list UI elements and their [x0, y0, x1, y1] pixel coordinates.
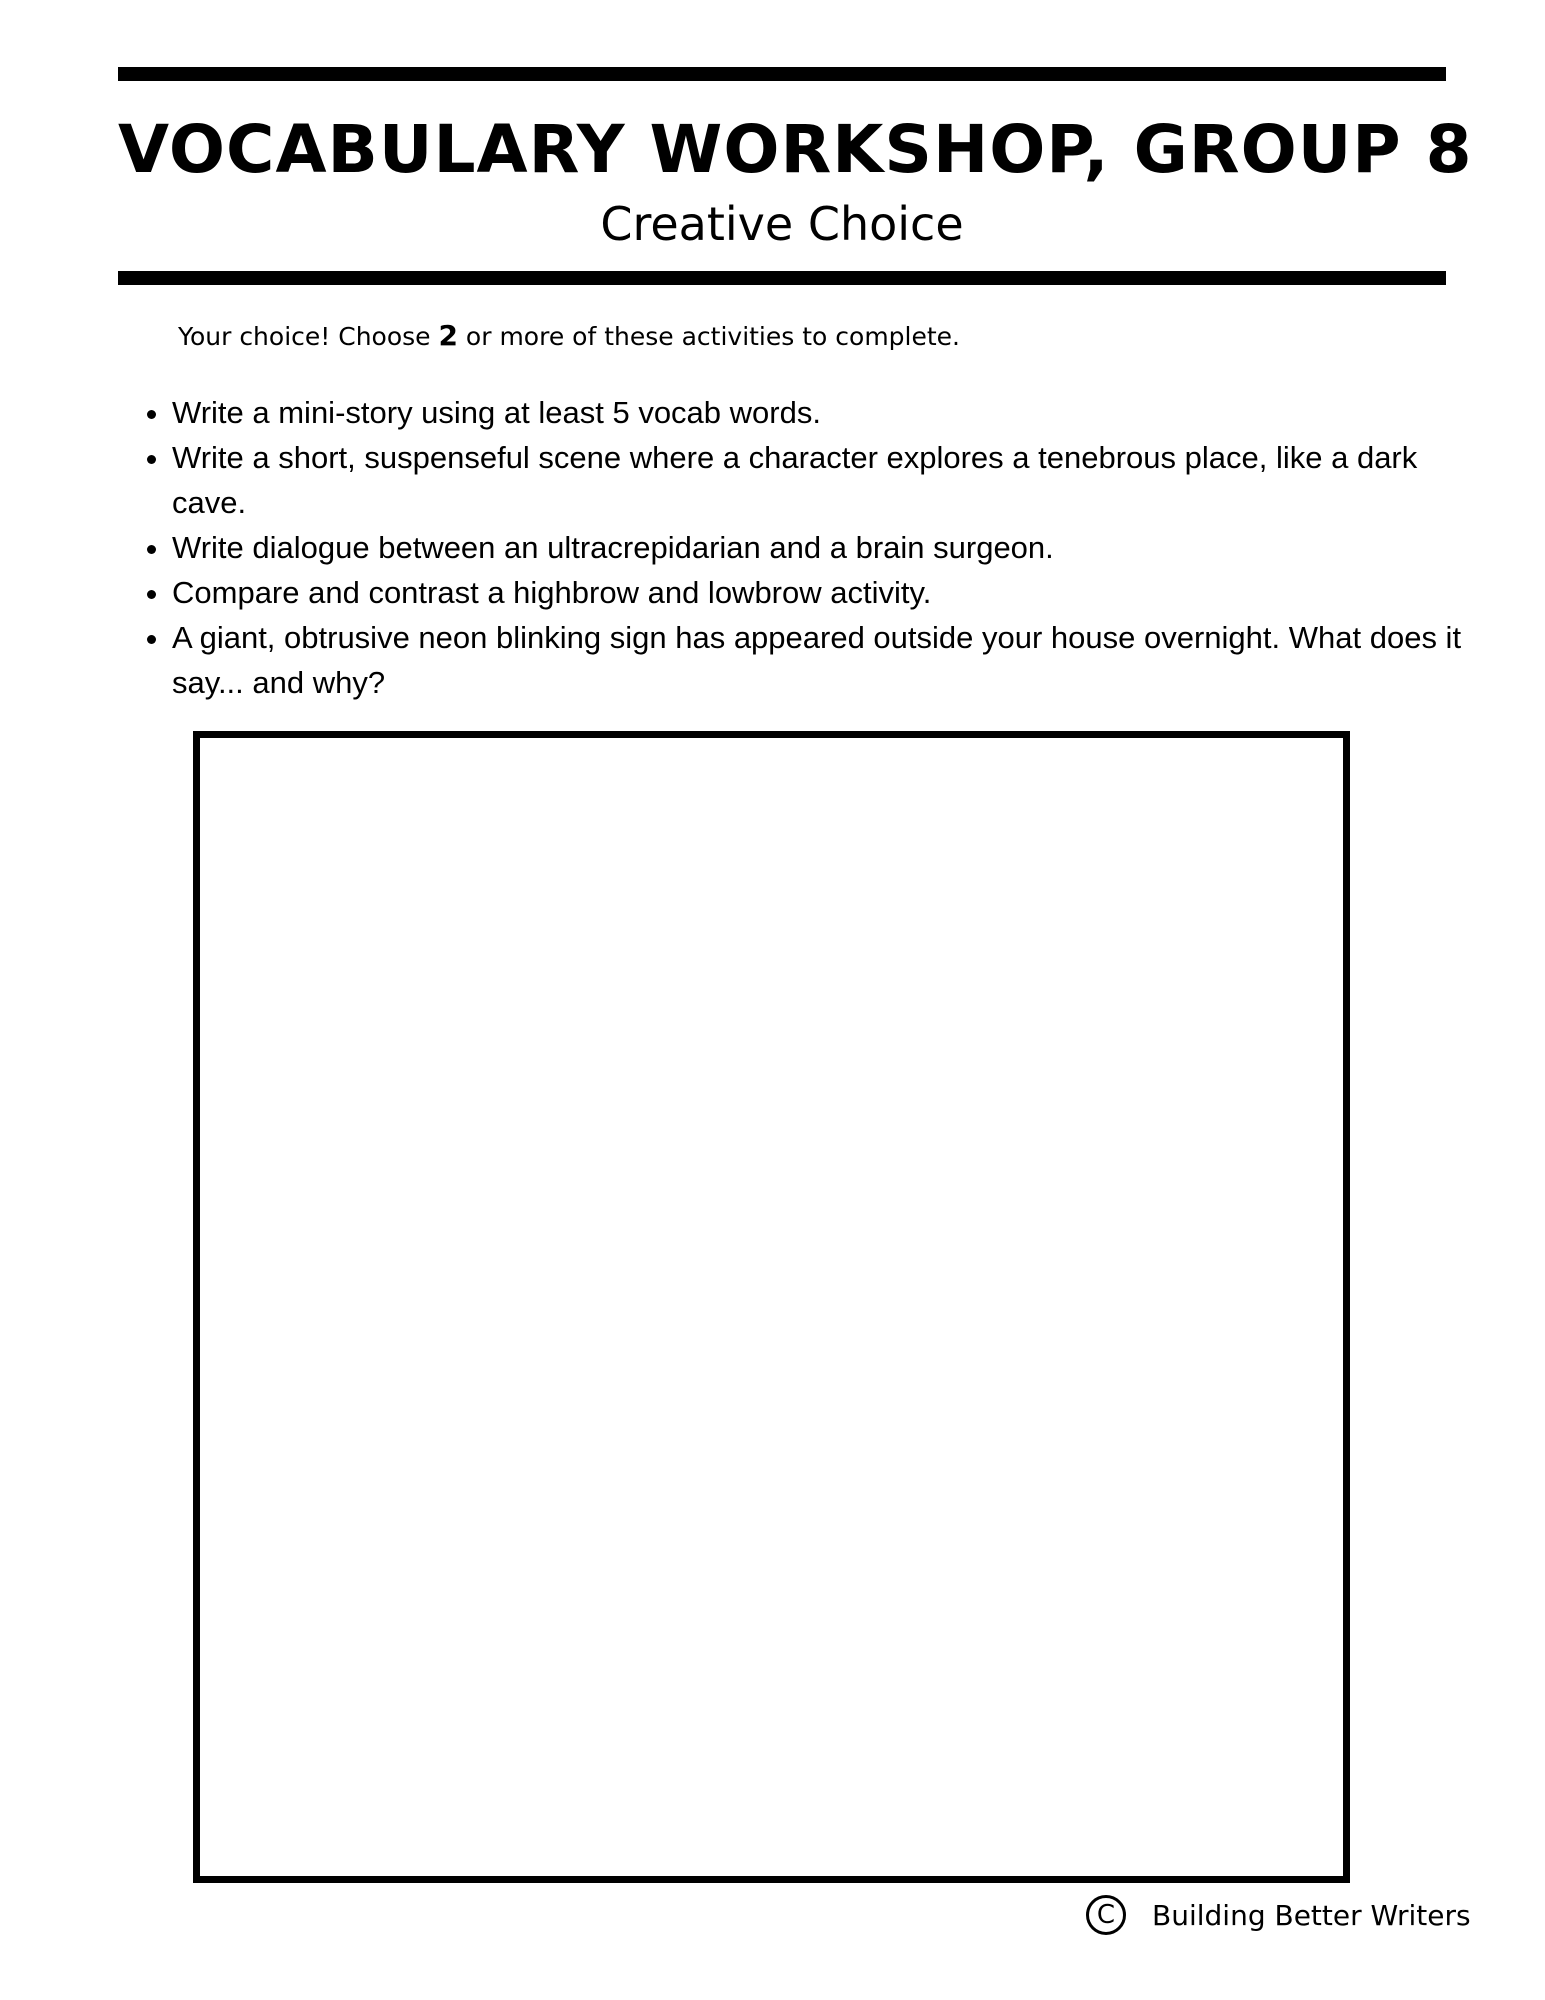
activity-item: • Write a short, suspenseful scene where a character explores a tenebrous place, like a dark cave. — [172, 435, 1472, 525]
instruction-count: 2 — [438, 319, 458, 352]
instruction-text — [178, 318, 960, 355]
credit-text: Building Better Writers — [1152, 1898, 1471, 1932]
response-writing-box[interactable] — [193, 731, 1350, 1883]
activity-item: • Write dialogue between an ultracrepidarian and a brain surgeon. — [172, 525, 1472, 570]
footer-credit — [1086, 1890, 1471, 1940]
page-subtitle: Creative Choice — [600, 197, 964, 251]
header-bottom-rule — [118, 271, 1446, 285]
activity-item: • A giant, obtrusive neon blinking sign has appeared outside your house overnight. What does it say... and why? — [172, 615, 1472, 705]
header-top-rule — [118, 67, 1446, 81]
activity-item: • Compare and contrast a highbrow and lowbrow activity. — [172, 570, 1472, 615]
copyright-icon: C — [1086, 1895, 1126, 1935]
activity-list — [134, 390, 1472, 705]
instruction-before: Your choice! Choose — [178, 322, 439, 351]
activity-item: • Write a mini-story using at least 5 vocab words. — [172, 390, 1472, 435]
page-title: VOCABULARY WORKSHOP, GROUP 8 — [118, 111, 1473, 188]
instruction-after: or more of these activities to complete. — [457, 322, 960, 351]
